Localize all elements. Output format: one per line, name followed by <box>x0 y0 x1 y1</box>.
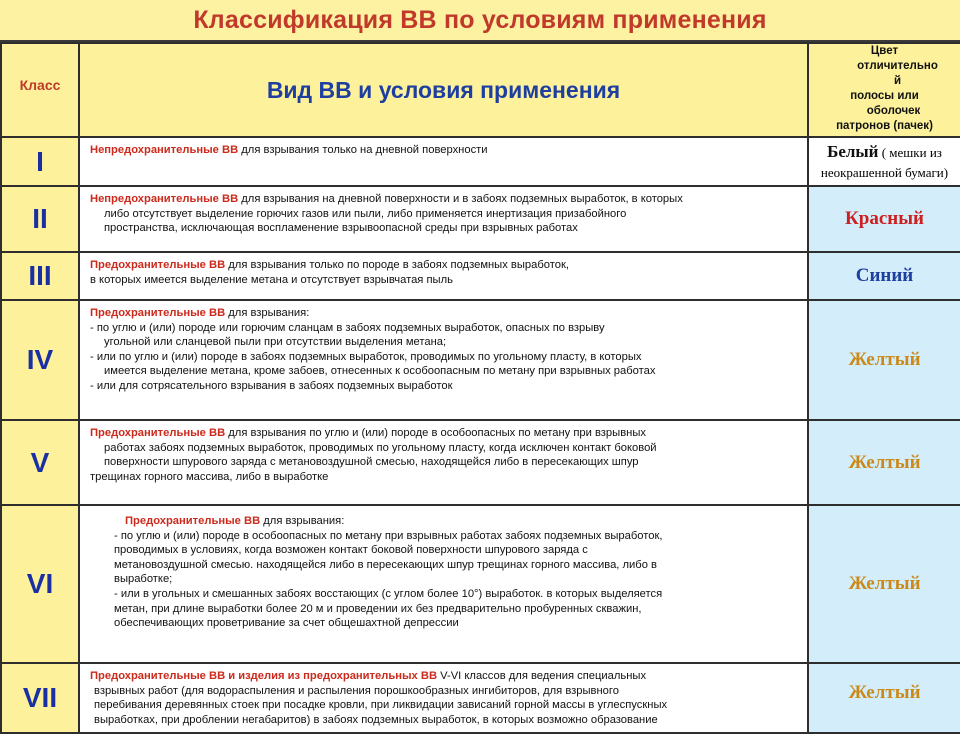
class-number: III <box>1 252 79 300</box>
color-name: Красный <box>844 208 924 229</box>
bb-type: Предохранительные ВВ и изделия из предохранительных ВВ <box>90 670 438 682</box>
description-line: метан, при длине выработки более 20 м и проведении их без предварительно пробуренных скважин, <box>114 602 642 615</box>
description-line: поверхности шпурового заряда с метановоздушной смесью, находящейся либо в пересекающих шпур <box>104 456 639 469</box>
description-line: проводимых в условиях, когда возможен контакт боковой поверхности шпурового заряда с <box>114 544 588 557</box>
header-color-line: Цвет <box>870 45 899 57</box>
description-line: V-VI классов для ведения специальных <box>437 670 647 682</box>
table-row <box>1 137 960 186</box>
description-line: перебивания деревянных стоек при посадке кровли, при ликвидации зависаний горной массы в углеспускных <box>94 699 668 712</box>
description-line: трещинах горного массива, либо в выработке <box>90 470 329 483</box>
class-description <box>79 505 808 663</box>
color-name: Желтый <box>848 682 921 703</box>
description-line: метановоздушной смесью. находящейся либо в пересекающих шпур трещинах горного массива, либо в <box>114 558 657 571</box>
description-line: выработке; <box>114 573 173 586</box>
header-color-line: отличительно <box>857 60 938 72</box>
header-color-line: полосы или <box>850 90 919 102</box>
header-color-line: оболочек <box>866 105 921 117</box>
description-line: для взрывания только на дневной поверхности <box>238 144 488 156</box>
class-description <box>79 663 808 733</box>
description-line: в которых имеется выделение метана и отсутствует взрывчатая пыль <box>90 273 453 286</box>
description-line: для взрывания: <box>225 307 310 319</box>
description-line: работах забоях подземных выработок, проводимых по угольному пласту, когда исключен контакт боковой <box>104 441 657 454</box>
description-line: - по углю и (или) породе или горючим сланцам в забоях подземных выработок, опасных по взрыву <box>90 321 605 334</box>
description-line: угольной или сланцевой пыли при отсутствии выделения метана; <box>104 336 447 349</box>
color-name: Желтый <box>848 451 921 473</box>
class-description <box>79 137 808 186</box>
bb-type: Непредохранительные ВВ <box>90 193 239 205</box>
header-class: Класс <box>1 43 79 137</box>
description-line: - по углю и (или) породе в особоопасных по метану при взрывных работах забоях подземных выработок, <box>114 529 663 542</box>
class-number: II <box>1 186 79 252</box>
class-number: VII <box>1 663 79 733</box>
header-color <box>808 43 960 137</box>
header-color-line: й <box>893 75 902 87</box>
bb-type: Предохранительные ВВ <box>125 515 261 527</box>
table-row <box>1 663 960 733</box>
color-name: Желтый <box>848 573 921 594</box>
color-name: Желтый <box>848 349 921 370</box>
header-view: Вид ВВ и условия применения <box>79 43 808 137</box>
class-number: I <box>1 137 79 186</box>
description-line: - или по углю и (или) породе в забоях подземных выработок, проводимых по угольному пласту, в которых <box>90 350 642 363</box>
description-line: для взрывания по углю и (или) породе в особоопасных по метану при взрывных <box>225 427 646 439</box>
stripe-color <box>808 300 960 420</box>
color-note: ( мешки из неокрашенной бумаги) <box>820 144 949 180</box>
stripe-color <box>808 663 960 733</box>
classification-table <box>0 42 960 734</box>
header-color-line: патронов (пачек) <box>836 120 933 132</box>
color-name: Белый <box>827 141 879 161</box>
description-line: для взрывания: <box>260 515 345 527</box>
color-name: Синий <box>855 265 914 286</box>
class-description <box>79 300 808 420</box>
table-row <box>1 505 960 663</box>
stripe-color <box>808 252 960 300</box>
class-number: IV <box>1 300 79 420</box>
table-row <box>1 252 960 300</box>
stripe-color <box>808 186 960 252</box>
stripe-color <box>808 420 960 505</box>
table-row <box>1 420 960 505</box>
description-line: - или для сотрясательного взрывания в забоях подземных выработок <box>90 379 453 392</box>
bb-type: Предохранительные ВВ <box>90 307 226 319</box>
class-number: VI <box>1 505 79 663</box>
class-description <box>79 252 808 300</box>
description-line: для взрывания только по породе в забоях подземных выработок, <box>225 259 569 271</box>
class-description <box>79 420 808 505</box>
description-line: либо отсутствует выделение горючих газов или пыли, либо применяется инертизация призабойного <box>104 207 627 220</box>
stripe-color <box>808 137 960 186</box>
description-line: - или в угольных и смешанных забоях восстающих (с углом более 10°) выработок. в которых выделяется <box>114 587 663 600</box>
class-number: V <box>1 420 79 505</box>
bb-type: Непредохранительные ВВ <box>90 144 239 156</box>
stripe-color <box>808 505 960 663</box>
description-line: пространства, исключающая воспламенение взрывоопасной среды при взрывных работах <box>104 222 578 235</box>
description-line: выработках, при дроблении негабаритов) в забоях подземных выработок, в которых возможно образование <box>94 713 658 726</box>
page-title: Классификация ВВ по условиям применения <box>0 0 960 42</box>
description-line: для взрывания на дневной поверхности и в забоях подземных выработок, в которых <box>238 193 683 205</box>
table-row <box>1 300 960 420</box>
description-line: имеется выделение метана, кроме забоев, отнесенных к особоопасным по метану при взрывных работах <box>104 365 656 378</box>
bb-type: Предохранительные ВВ <box>90 259 226 271</box>
table-row <box>1 186 960 252</box>
bb-type: Предохранительные ВВ <box>90 427 226 439</box>
class-description <box>79 186 808 252</box>
description-line: обеспечивающих проветривание за счет общешахтной депрессии <box>114 617 459 630</box>
description-line: взрывных работ (для водораспыления и распыления порошкообразных ингибиторов, для взрывного <box>94 684 619 697</box>
header-row <box>1 43 960 137</box>
